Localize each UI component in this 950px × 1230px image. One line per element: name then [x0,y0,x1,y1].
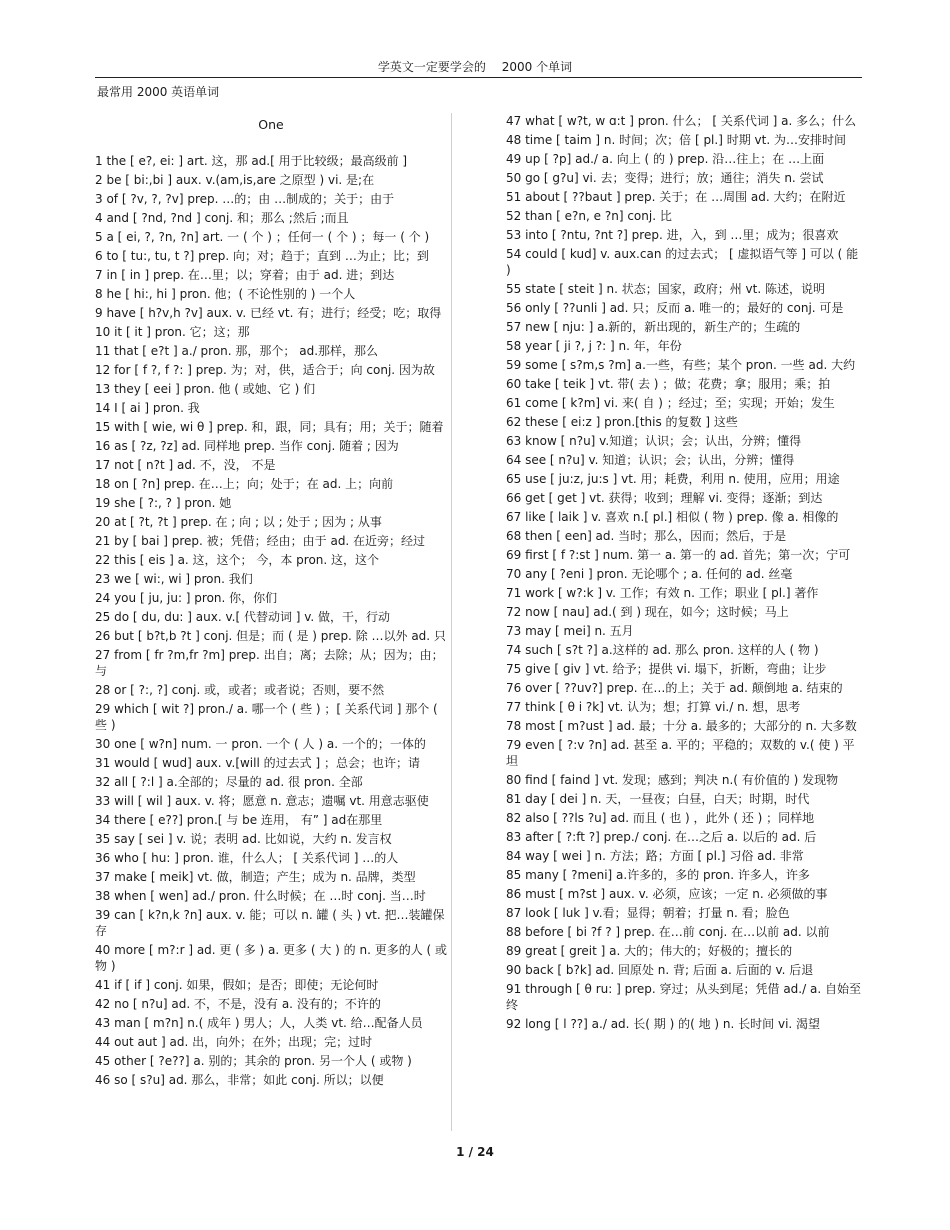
word-entry: 1 the [ e?, ei: ] art. 这，那 ad.[ 用于比较级；最高级前 ] [95,154,408,168]
word-entry: 70 any [ ?eni ] pron. 无论哪个 ; a. 任何的 ad. 丝毫 [506,567,793,581]
page-header: 学英文一定要学会的 2000 个单词 [377,60,573,74]
word-entry: 73 may [ mei] n. 五月 [506,624,634,638]
word-entry: 25 do [ du, du: ] aux. v.[ 代替动词 ] v. 做，干，行动 [95,610,391,624]
word-entry: 85 many [ ?meni] a.许多的，多的 pron. 许多人，许多 [506,868,810,882]
word-entry: 84 way [ wei ] n. 方法；路；方面 [ pl.] 习俗 ad. 非常 [506,849,804,863]
word-entry: 5 a [ ei, ?, ?n, ?n] art. 一 ( 个 ) ；任何一 ( 个 ) ；每一 ( 个 ) [95,230,430,244]
word-entry: 28 or [ ?:, ?] conj. 或，或者；或者说；否则，要不然 [95,683,385,697]
word-entry: 39 can [ k?n,k ?n] aux. v. 能；可以 n. 罐 ( 头 ) vt. 把…装罐保存 [95,908,445,938]
page-number: 1 / 24 [456,1145,494,1159]
word-entry: 60 take [ teik ] vt. 带( 去 ) ；做；花费；拿；服用；乘；拍 [506,377,831,391]
word-entry: 16 as [ ?z, ?z] ad. 同样地 prep. 当作 conj. 随着 ; 因为 [95,439,399,453]
word-entry: 43 man [ m?n] n.( 成年 ) 男人；人，人类 vt. 给…配备人员 [95,1016,423,1030]
word-entry: 18 on [ ?n] prep. 在…上；向；处于；在 ad. 上；向前 [95,477,394,491]
document-subtitle: 最常用 2000 英语单词 [97,85,220,99]
word-entry: 12 for [ f ?, f ?: ] prep. 为；对，供，适合于；向 conj. 因为故 [95,363,435,377]
word-entry: 66 get [ get ] vt. 获得；收到；理解 vi. 变得；逐渐；到达 [506,491,823,505]
word-entry: 38 when [ wen] ad./ pron. 什么时候；在 …时 conj. 当…时 [95,889,426,903]
word-entry: 59 some [ s?m,s ?m] a.一些，有些；某个 pron. 一些 ad. 大约 [506,358,856,372]
word-entry: 71 work [ w?:k ] v. 工作；有效 n. 工作；职业 [ pl.] 著作 [506,586,819,600]
right-column [506,113,862,1131]
word-entry: 6 to [ tu:, tu, t ?] prep. 向；对；趋于；直到 …为止；比；到 [95,249,429,263]
word-entry: 9 have [ h?v,h ?v] aux. v. 已经 vt. 有；进行；经受；吃；取得 [95,306,442,320]
word-entry: 34 there [ e??] pron.[ 与 be 连用， 有” ] ad在那里 [95,813,383,827]
word-entry: 8 he [ hi:, hi ] pron. 他；( 不论性别的 ) 一个人 [95,287,356,301]
word-entry: 82 also [ ??ls ?u] ad. 而且 ( 也 ) ，此外 ( 还 ) ；同样地 [506,811,815,825]
word-entry: 89 great [ greit ] a. 大的；伟大的；好极的；擅长的 [506,944,793,958]
word-entry: 41 if [ if ] conj. 如果，假如；是否；即使；无论何时 [95,978,379,992]
word-entry: 75 give [ giv ] vt. 给予；提供 vi. 塌下，折断，弯曲；让步 [506,662,827,676]
word-entry: 54 could [ kud] v. aux.can 的过去式； [ 虚拟语气等 ] 可以 ( 能 ) [506,247,859,277]
header-rule [95,77,862,78]
word-entry: 77 think [ θ i ?k] vt. 认为；想；打算 vi./ n. 想，思考 [506,700,801,714]
word-entry: 4 and [ ?nd, ?nd ] conj. 和；那么 ;然后 ;而且 [95,211,349,225]
word-entry: 91 through [ θ ru: ] prep. 穿过；从头到尾；凭借 ad./ a. 自始至终 [506,982,861,1012]
word-entry: 87 look [ luk ] v.看；显得；朝着；打量 n. 看；脸色 [506,906,790,920]
word-entry: 68 then [ een] ad. 当时；那么，因而；然后，于是 [506,529,787,543]
word-entry: 51 about [ ??baut ] prep. 关于；在 …周围 ad. 大约；在附近 [506,190,846,204]
word-entry: 31 would [ wud] aux. v.[will 的过去式 ] ；总会；也许；请 [95,756,420,770]
word-entry: 49 up [ ?p] ad./ a. 向上 ( 的 ) prep. 沿…往上；在 …上面 [506,152,825,166]
word-entry: 19 she [ ?:, ? ] pron. 她 [95,496,232,510]
word-entry: 50 go [ g?u] vi. 去；变得；进行；放；通往；消失 n. 尝试 [506,171,824,185]
word-entry: 2 be [ bi:,bi ] aux. v.(am,is,are 之原型 ) vi. 是;在 [95,173,375,187]
word-entry: 53 into [ ?ntu, ?nt ?] prep. 进，入，到 …里；成为；很喜欢 [506,228,839,242]
word-entry: 20 at [ ?t, ?t ] prep. 在 ; 向 ; 以 ; 处于 ; 因为 ; 从事 [95,515,382,529]
word-entry: 90 back [ b?k] ad. 回原处 n. 背; 后面 a. 后面的 v. 后退 [506,963,814,977]
word-entry: 78 most [ m?ust ] ad. 最；十分 a. 最多的；大部分的 n. 大多数 [506,719,857,733]
word-entry: 22 this [ eis ] a. 这，这个； 今，本 pron. 这，这个 [95,553,380,567]
word-entry: 36 who [ hu: ] pron. 谁，什么人； [ 关系代词 ] …的人 [95,851,399,865]
word-entry: 63 know [ n?u] v.知道；认识；会；认出，分辨；懂得 [506,434,802,448]
word-entry: 81 day [ dei ] n. 天，一昼夜；白昼，白天；时期，时代 [506,792,810,806]
word-entry: 15 with [ wie, wi θ ] prep. 和，跟，同；具有；用；关于；随着 [95,420,444,434]
word-entry: 79 even [ ?:v ?n] ad. 甚至 a. 平的；平稳的；双数的 v.( 使 ) 平坦 [506,738,855,768]
word-entry: 47 what [ w?t, w ɑ:t ] pron. 什么； [ 关系代词 ] a. 多么；什么 [506,114,857,128]
word-entry: 40 more [ m?:r ] ad. 更 ( 多 ) a. 更多 ( 大 ) 的 n. 更多的人 ( 或物 ) [95,943,448,973]
word-entry: 52 than [ e?n, e ?n] conj. 比 [506,209,672,223]
left-column [95,113,452,1131]
word-entry: 37 make [ meik] vt. 做，制造；产生；成为 n. 品牌，类型 [95,870,416,884]
word-entry: 58 year [ ji ?, j ?: ] n. 年，年份 [506,339,682,353]
word-entry: 10 it [ it ] pron. 它；这；那 [95,325,250,339]
word-entry: 26 but [ b?t,b ?t ] conj. 但是；而 ( 是 ) prep. 除 …以外 ad. 只 [95,629,446,643]
word-entry: 42 no [ n?u] ad. 不，不是，没有 a. 没有的；不许的 [95,997,381,1011]
word-entry: 11 that [ e?t ] a./ pron. 那，那个； ad.那样，那么 [95,344,379,358]
word-entry: 62 these [ ei:z ] pron.[this 的复数 ] 这些 [506,415,738,429]
word-entry: 69 first [ f ?:st ] num. 第一 a. 第一的 ad. 首先；第一次；宁可 [506,548,851,562]
word-entry: 29 which [ wit ?] pron./ a. 哪一个 ( 些 ) ；[ 关系代词 ] 那个 ( 些 ) [95,702,438,732]
word-entry: 80 find [ faind ] vt. 发现；感到；判决 n.( 有价值的 ) 发现物 [506,773,839,787]
word-entry: 27 from [ fr ?m,fr ?m] prep. 出自；离；去除；从；因为；由；与 [95,648,444,678]
word-entry: 88 before [ bi ?f ? ] prep. 在…前 conj. 在…以前 ad. 以前 [506,925,830,939]
word-entry: 21 by [ bai ] prep. 被；凭借；经由；由于 ad. 在近旁；经过 [95,534,426,548]
word-entry: 61 come [ k?m] vi. 来( 自 ) ；经过；至；实现；开始；发生 [506,396,835,410]
word-entry: 86 must [ m?st ] aux. v. 必须，应该；一定 n. 必须做的事 [506,887,828,901]
word-entry: 55 state [ steit ] n. 状态；国家，政府；州 vt. 陈述，说明 [506,282,825,296]
section-title: One [258,117,284,132]
left-word-list [95,153,447,1088]
word-entry: 35 say [ sei ] v. 说；表明 ad. 比如说，大约 n. 发言权 [95,832,392,846]
word-entry: 14 I [ ai ] pron. 我 [95,401,200,415]
word-entry: 24 you [ ju, ju: ] pron. 你，你们 [95,591,278,605]
word-entry: 7 in [ in ] prep. 在…里；以；穿着；由于 ad. 进；到达 [95,268,395,282]
word-entry: 65 use [ ju:z, ju:s ] vt. 用；耗费，利用 n. 使用，应用；用途 [506,472,840,486]
word-entry: 74 such [ s?t ?] a.这样的 ad. 那么 pron. 这样的人 ( 物 ) [506,643,819,657]
word-entry: 72 now [ nau] ad.( 到 ) 现在，如今；这时候；马上 [506,605,789,619]
word-entry: 32 all [ ?:l ] a.全部的；尽量的 ad. 很 pron. 全部 [95,775,363,789]
word-entry: 44 out aut ] ad. 出，向外；在外；出现；完；过时 [95,1035,373,1049]
word-entry: 64 see [ n?u] v. 知道；认识；会；认出，分辨；懂得 [506,453,795,467]
word-entry: 45 other [ ?e??] a. 别的；其余的 pron. 另一个人 ( 或物 ) [95,1054,412,1068]
word-entry: 30 one [ w?n] num. 一 pron. 一个 ( 人 ) a. 一个的；一体的 [95,737,426,751]
word-entry: 92 long [ l ??] a./ ad. 长( 期 ) 的( 地 ) n. 长时间 vi. 渴望 [506,1017,821,1031]
word-entry: 46 so [ s?u] ad. 那么，非常；如此 conj. 所以；以便 [95,1073,384,1087]
word-entry: 56 only [ ??unli ] ad. 只；反而 a. 唯一的；最好的 conj. 可是 [506,301,844,315]
word-entry: 17 not [ n?t ] ad. 不，没， 不是 [95,458,276,472]
word-entry: 48 time [ taim ] n. 时间；次；倍 [ pl.] 时期 vt. 为…安排时间 [506,133,846,147]
word-entry: 3 of [ ?v, ?, ?v] prep. …的；由 …制成的；关于；由于 [95,192,395,206]
right-word-list [506,113,862,1032]
word-entry: 83 after [ ?:ft ?] prep./ conj. 在…之后 a. 以后的 ad. 后 [506,830,817,844]
word-entry: 57 new [ nju: ] a.新的，新出现的，新生产的；生疏的 [506,320,801,334]
word-entry: 67 like [ laik ] v. 喜欢 n.[ pl.] 相似 ( 物 ) prep. 像 a. 相像的 [506,510,839,524]
word-entry: 33 will [ wil ] aux. v. 将；愿意 n. 意志；遗嘱 vt. 用意志驱使 [95,794,429,808]
word-entry: 23 we [ wi:, wi ] pron. 我们 [95,572,253,586]
word-entry: 76 over [ ??uv?] prep. 在…的上；关于 ad. 颠倒地 a. 结束的 [506,681,843,695]
word-entry: 13 they [ eei ] pron. 他 ( 或她、它 ) 们 [95,382,316,396]
